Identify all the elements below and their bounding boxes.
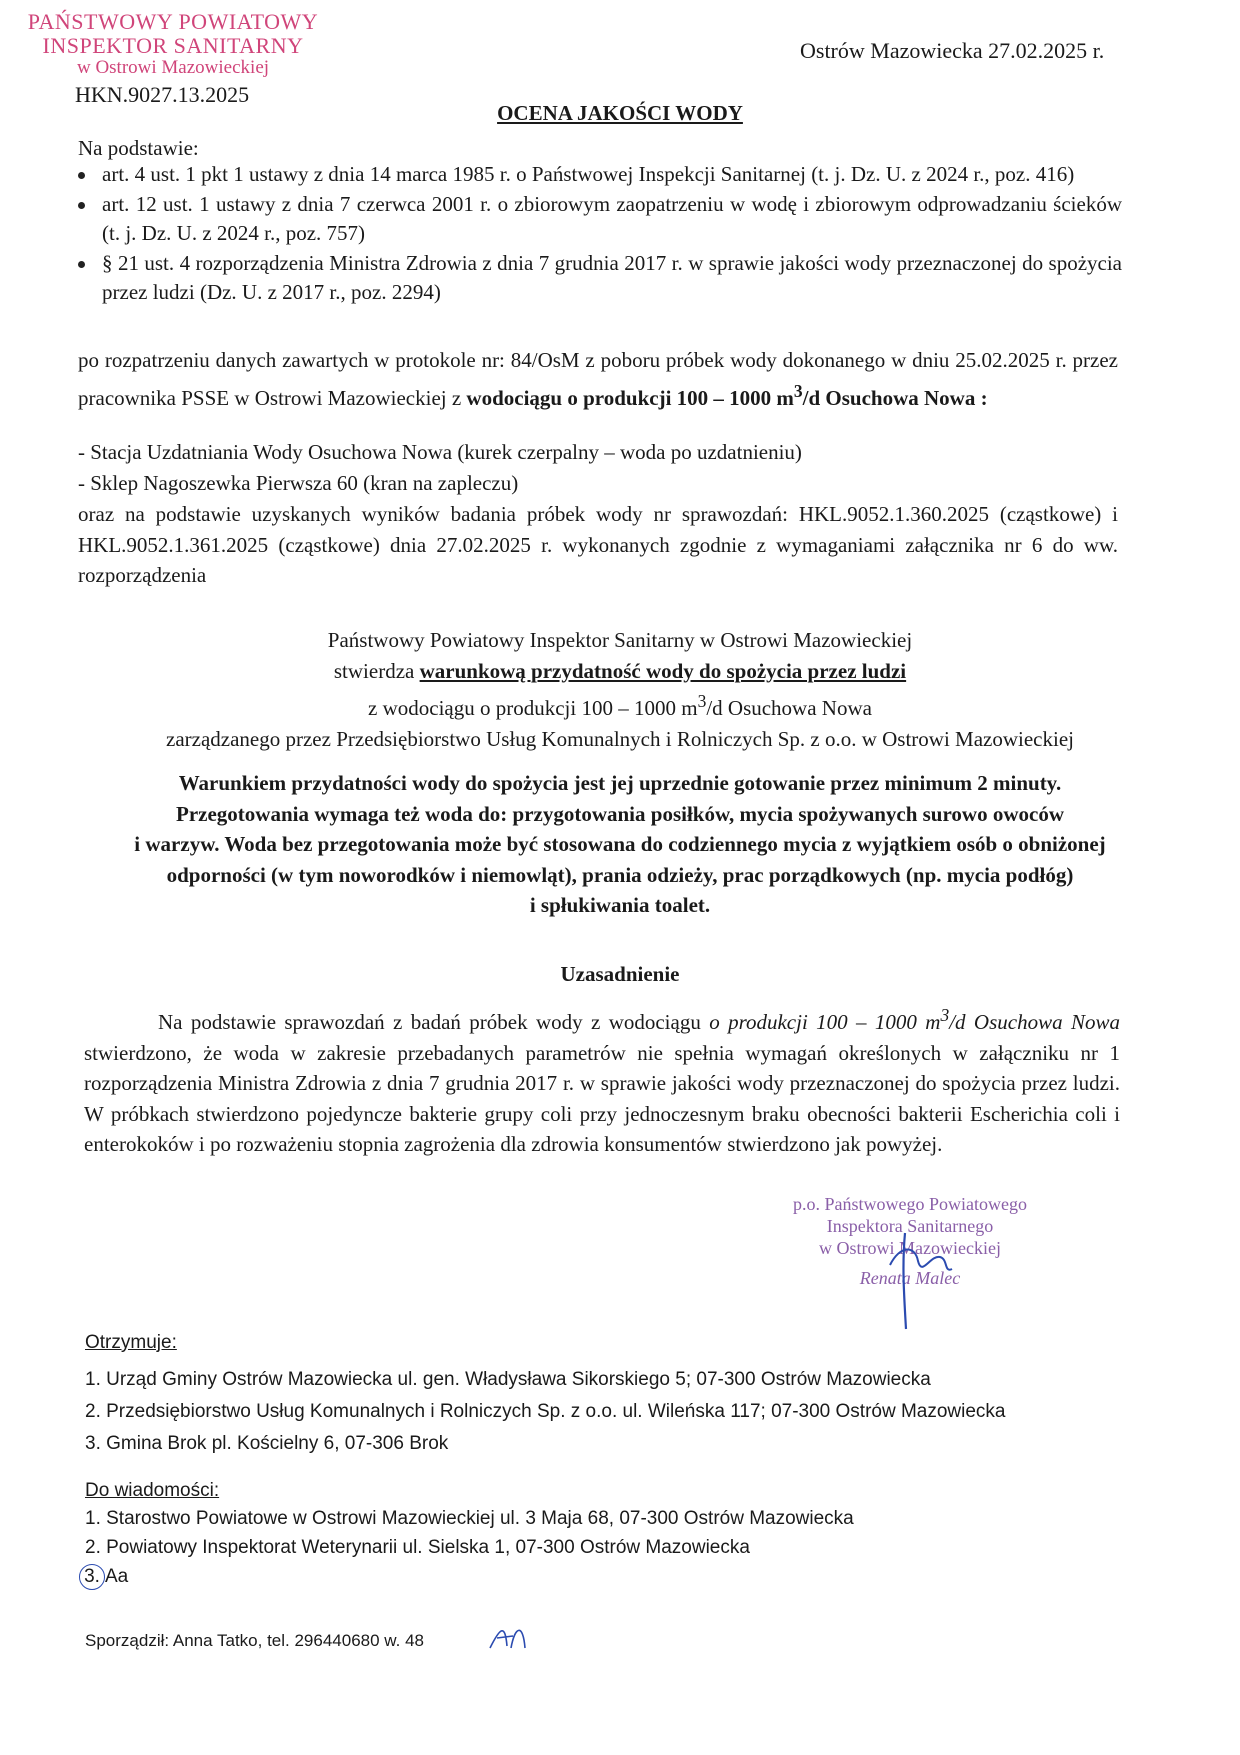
condition-line-2: Przegotowania wymaga też woda do: przygotowania posiłków, mycia spożywanych surowo owoców	[176, 801, 1064, 826]
sampling-point-1: - Stacja Uzdatniania Wody Osuchowa Nowa (kurek czerpalny – woda po uzdatnieniu)	[78, 440, 802, 464]
stamp-line-1: PAŃSTWOWY POWIATOWY	[27, 9, 319, 34]
decision-block	[0, 625, 1240, 754]
list-item: 3. Aa	[85, 1562, 1125, 1591]
list-item: 1. Urząd Gminy Ostrów Mazowiecka ul. gen. Władysława Sikorskiego 5; 07-300 Ostrów Mazowiecka	[85, 1369, 931, 1390]
condition-line-1: Warunkiem przydatności wody do spożycia jest jej uprzednie gotowanie przez minimum 2 minuty.	[178, 771, 1062, 795]
list-item: 3. Gmina Brok pl. Kościelny 6, 07-306 Brok	[85, 1433, 449, 1454]
stamp-line-2: INSPEKTOR SANITARNY	[42, 33, 304, 59]
justification-paragraph: Na podstawie sprawozdań z badań próbek wody z wodociągu o produkcji 100 – 1000 $m^3/d$ Osuchowa Nowa stwierdzono, że woda w zakresie przebadanych parametrów nie spełnia wymagań określonych w załączniku nr 1 rozporządzenia Ministra Zdrowia z dnia 7 grudnia 2017 r. w sprawie jakości wody przeznaczonej do spożycia przez ludzi. W próbkach stwierdzono pojedyncze bakterie grupy coli przy jednoczesnym braku obecności bakterii Escherichia coli i enterokoków i po rozważeniu stopnia zagrożenia dla zdrowia konsumentów stwierdzono jak powyżej.	[84, 1005, 1120, 1156]
recipients-list	[85, 1364, 1125, 1460]
basis-intro: Na podstawie:	[78, 136, 199, 160]
reports-paragraph: oraz na podstawie uzyskanych wyników badania próbek wody nr sprawozdań: HKL.9052.1.360.2025 (cząstkowe) i HKL.9052.1.361.2025 (cząstkowe) dnia 27.02.2025 r. wykonanych zgodnie z wymaganiami załącznika nr 6 do ww. rozporządzenia	[78, 502, 1118, 587]
condition-line-3: i warzyw. Woda bez przegotowania może być stosowana do codziennego mycia z wyjątkiem osób o obniżonej	[134, 832, 1106, 856]
for-info-list	[85, 1504, 1125, 1591]
list-item: art. 12 ust. 1 ustawy z dnia 7 czerwca 2001 r. o zbiorowym zaopatrzeniu w wodę i zbiorowym odprowadzaniu ścieków (t. j. Dz. U. z 2024 r., poz. 757)	[72, 190, 1122, 249]
recipients-section	[85, 1332, 1125, 1460]
decision-line-2: stwierdza warunkową przydatność wody do spożycia przez ludzi	[333, 658, 907, 683]
circled-number: 3.	[79, 1564, 105, 1590]
decision-line-1: Państwowy Powiatowy Inspektor Sanitarny w Ostrowi Mazowieckiej	[327, 628, 913, 652]
decision-line-4: zarządzanego przez Przedsiębiorstwo Usług Komunalnych i Rolniczych Sp. z o.o. w Ostrowi Mazowieckiej	[166, 726, 1074, 751]
bullet-icon	[78, 261, 85, 268]
bullet-icon	[78, 202, 85, 209]
prepared-by: Sporządził: Anna Tatko, tel. 296440680 w. 48	[85, 1631, 424, 1650]
signature-line-3: w Ostrowi Mazowieckiej	[819, 1238, 1001, 1258]
list-item: art. 4 ust. 1 pkt 1 ustawy z dnia 14 marca 1985 r. o Państwowej Inspekcji Sanitarnej (t. j. Dz. U. z 2024 r., poz. 416)	[72, 160, 1122, 190]
list-item: 2. Powiatowy Inspektorat Weterynarii ul. Sielska 1, 07-300 Ostrów Mazowiecka	[85, 1537, 750, 1558]
protocol-paragraph: po rozpatrzeniu danych zawartych w protokole nr: 84/OsM z poboru próbek wody dokonanego w dniu 25.02.2025 r. przez pracownika PSSE w Ostrowi Mazowieckiej z wodociągu o produkcji 100 – 1000 $m^3/d$ Osuchowa Nowa :	[78, 348, 1118, 410]
signature-line-1: p.o. Państwowego Powiatowego	[793, 1194, 1027, 1214]
office-stamp	[18, 10, 328, 79]
recipients-heading: Otrzymuje:	[85, 1332, 177, 1353]
for-info-heading: Do wiadomości:	[85, 1480, 220, 1501]
initials-signature	[485, 1618, 535, 1658]
document-title: OCENA JAKOŚCI WODY	[497, 101, 743, 125]
sampling-point-2: - Sklep Nagoszewka Pierwsza 60 (kran na zapleczu)	[78, 471, 519, 495]
legal-basis-list	[72, 160, 1122, 308]
signatory-name: Renata Malec	[859, 1268, 961, 1288]
case-reference: HKN.9027.13.2025	[75, 82, 250, 107]
list-item: 1. Starostwo Powiatowe w Ostrowi Mazowieckiej ul. 3 Maja 68, 07-300 Ostrów Mazowiecka	[85, 1508, 854, 1529]
for-info-section	[85, 1480, 1125, 1591]
place-date: Ostrów Mazowiecka 27.02.2025 r.	[800, 38, 1105, 63]
list-item: 2. Przedsiębiorstwo Usług Komunalnych i Rolniczych Sp. z o.o. ul. Wileńska 117; 07-300 Ostrów Mazowiecka	[85, 1401, 1006, 1422]
condition-line-5: i spłukiwania toalet.	[529, 893, 711, 917]
stamp-line-3: w Ostrowi Mazowieckiej	[76, 57, 270, 79]
signature-line-2: Inspektora Sanitarnego	[826, 1216, 994, 1236]
condition-line-4: odporności (w tym noworodków i niemowląt), prania odzieży, prac porządkowych (np. mycia podłóg)	[166, 862, 1074, 887]
bullet-icon	[78, 172, 85, 179]
justification-heading: Uzasadnienie	[560, 962, 680, 986]
handwritten-signature	[860, 1225, 970, 1335]
condition-block	[0, 768, 1240, 921]
list-item: § 21 ust. 4 rozporządzenia Ministra Zdrowia z dnia 7 grudnia 2017 r. w sprawie jakości wody przeznaczonej do spożycia przez ludzi (Dz. U. z 2017 r., poz. 2294)	[72, 249, 1122, 308]
decision-line-3: z wodociągu o produkcji 100 – 1000 $m^3/d$ Osuchowa Nowa	[368, 691, 872, 720]
